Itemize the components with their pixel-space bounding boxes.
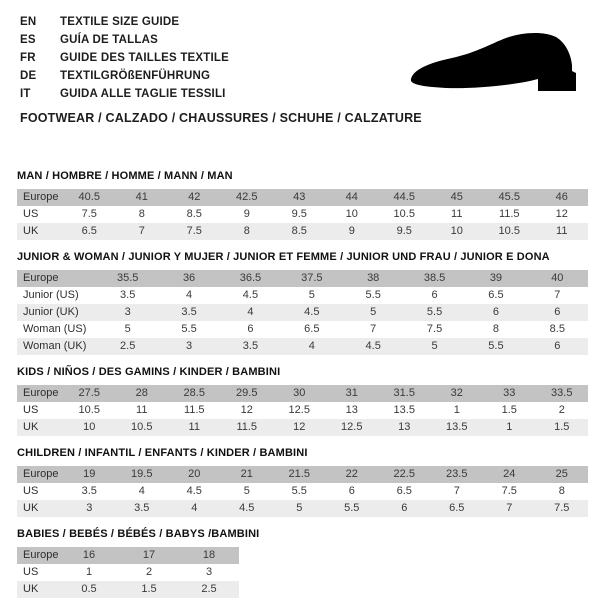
size-cell: 10.5 bbox=[498, 225, 520, 237]
size-cell: 8 bbox=[138, 208, 145, 220]
size-cell: 1 bbox=[506, 421, 513, 433]
size-cell: 40 bbox=[551, 272, 564, 284]
size-cell: 9.5 bbox=[396, 225, 412, 237]
size-tables bbox=[17, 170, 588, 598]
table-row bbox=[17, 547, 239, 564]
size-cell: 5 bbox=[308, 289, 315, 301]
size-cell: 7.5 bbox=[554, 502, 570, 514]
table-row bbox=[17, 500, 588, 517]
size-cell: 7 bbox=[554, 289, 561, 301]
size-cell: 18 bbox=[202, 549, 216, 561]
table-row bbox=[17, 223, 588, 240]
size-table bbox=[17, 189, 588, 240]
language-label: TEXTILE SIZE GUIDE bbox=[60, 16, 180, 28]
size-cell: 8.5 bbox=[291, 225, 307, 237]
table-row bbox=[17, 385, 588, 402]
size-cell: 4 bbox=[191, 502, 198, 514]
size-cell: 10.5 bbox=[131, 421, 153, 433]
size-cell: 28.5 bbox=[183, 387, 205, 399]
size-table bbox=[17, 385, 588, 436]
size-cell: 2.5 bbox=[201, 583, 217, 595]
size-cell: 3.5 bbox=[134, 502, 150, 514]
size-cell: 1.5 bbox=[501, 404, 517, 416]
size-cell: 6 bbox=[247, 323, 254, 335]
section-title: BABIES / BEBÉS / BÉBÉS / BABYS /BAMBINI bbox=[17, 528, 260, 540]
size-cell: 6.5 bbox=[488, 289, 504, 301]
size-cell: 4.5 bbox=[186, 485, 202, 497]
size-cell: 11.5 bbox=[183, 404, 205, 416]
size-cell: 5.5 bbox=[426, 306, 443, 318]
size-cell: 5 bbox=[370, 306, 377, 318]
size-cell: 3.5 bbox=[81, 485, 97, 497]
table-row bbox=[17, 270, 588, 287]
size-cell: 4.5 bbox=[242, 289, 259, 301]
table-row bbox=[17, 321, 588, 338]
size-cell: 13.5 bbox=[393, 404, 415, 416]
size-cell: 7.5 bbox=[501, 485, 517, 497]
size-cell: 6 bbox=[431, 289, 438, 301]
size-cell: 33.5 bbox=[551, 387, 573, 399]
size-cell: 41 bbox=[135, 191, 148, 203]
size-cell: 42.5 bbox=[236, 191, 258, 203]
size-cell: 12 bbox=[293, 421, 306, 433]
row-label-cell: Junior (US) bbox=[23, 289, 79, 301]
size-cell: 6.5 bbox=[449, 502, 465, 514]
row-label-cell: UK bbox=[23, 225, 39, 237]
size-cell: 11 bbox=[188, 421, 200, 433]
size-table bbox=[17, 466, 588, 517]
size-cell: 9.5 bbox=[291, 208, 307, 220]
size-cell: 21 bbox=[240, 468, 253, 480]
size-cell: 5.5 bbox=[344, 502, 360, 514]
size-cell: 5.5 bbox=[488, 340, 504, 352]
size-cell: 20 bbox=[188, 468, 201, 480]
table-row bbox=[17, 564, 239, 581]
size-cell: 5 bbox=[296, 502, 303, 514]
size-cell: 6.5 bbox=[396, 485, 412, 497]
row-label-cell: UK bbox=[23, 583, 39, 595]
size-cell: 10.5 bbox=[78, 404, 100, 416]
size-cell: 38 bbox=[367, 272, 380, 284]
size-cell: 9 bbox=[243, 208, 250, 220]
section-title: JUNIOR & WOMAN / JUNIOR Y MUJER / JUNIOR ET FEMME / JUNIOR UND FRAU / JUNIOR E DONA bbox=[17, 251, 550, 263]
size-cell: 5.5 bbox=[181, 323, 197, 335]
size-cell: 4 bbox=[138, 485, 145, 497]
size-cell: 44.5 bbox=[393, 191, 415, 203]
size-cell: 35.5 bbox=[116, 272, 139, 284]
size-cell: 31.5 bbox=[393, 387, 415, 399]
size-section bbox=[17, 447, 588, 517]
size-cell: 4.5 bbox=[239, 502, 255, 514]
table-row bbox=[17, 189, 588, 206]
size-table bbox=[17, 270, 588, 355]
row-label-cell: Europe bbox=[23, 191, 59, 203]
language-code: IT bbox=[20, 88, 31, 100]
row-label-cell: US bbox=[23, 404, 39, 416]
size-cell: 13.5 bbox=[446, 421, 468, 433]
size-cell: 5 bbox=[431, 340, 438, 352]
row-label-cell: Junior (UK) bbox=[23, 306, 79, 318]
size-cell: 3.5 bbox=[242, 340, 259, 352]
size-cell: 11.5 bbox=[498, 208, 520, 220]
size-cell: 37.5 bbox=[301, 272, 323, 284]
size-cell: 11 bbox=[556, 225, 568, 237]
size-cell: 11 bbox=[136, 404, 148, 416]
size-section bbox=[17, 528, 588, 598]
size-section bbox=[17, 251, 588, 355]
dress-shoe-icon bbox=[404, 29, 586, 97]
size-cell: 19.5 bbox=[131, 468, 153, 480]
size-cell: 2 bbox=[145, 566, 153, 578]
size-cell: 1.5 bbox=[141, 583, 157, 595]
size-cell: 13 bbox=[398, 421, 411, 433]
size-cell: 7.5 bbox=[81, 208, 97, 220]
row-label-cell: Woman (US) bbox=[23, 323, 87, 335]
size-cell: 7.5 bbox=[426, 323, 443, 335]
size-cell: 6 bbox=[401, 502, 408, 514]
size-cell: 8.5 bbox=[186, 208, 202, 220]
row-label-cell: Europe bbox=[23, 549, 59, 561]
size-cell: 22 bbox=[345, 468, 358, 480]
size-cell: 6 bbox=[492, 306, 499, 318]
size-cell: 16 bbox=[82, 549, 96, 561]
size-cell: 7 bbox=[138, 225, 145, 237]
language-label: TEXTILGRÖßENFÜHRUNG bbox=[60, 70, 211, 82]
table-row bbox=[17, 581, 239, 598]
table-row bbox=[17, 419, 588, 436]
size-cell: 1 bbox=[85, 566, 93, 578]
size-section bbox=[17, 366, 588, 436]
size-cell: 7.5 bbox=[186, 225, 202, 237]
size-cell: 2.5 bbox=[120, 340, 136, 352]
language-label: GUIDE DES TAILLES TEXTILE bbox=[60, 52, 229, 64]
size-cell: 38.5 bbox=[423, 272, 446, 284]
size-cell: 12.5 bbox=[341, 421, 363, 433]
size-cell: 8 bbox=[558, 485, 565, 497]
size-cell: 8 bbox=[243, 225, 250, 237]
size-cell: 10 bbox=[83, 421, 96, 433]
size-cell: 6 bbox=[348, 485, 355, 497]
section-title: MAN / HOMBRE / HOMME / MANN / MAN bbox=[17, 170, 233, 182]
row-label-cell: Europe bbox=[23, 272, 59, 284]
size-cell: 0.5 bbox=[81, 583, 97, 595]
section-title: KIDS / NIÑOS / DES GAMINS / KINDER / BAMBINI bbox=[17, 366, 281, 378]
section-title: CHILDREN / INFANTIL / ENFANTS / KINDER / BAMBINI bbox=[17, 447, 308, 459]
size-cell: 10.5 bbox=[393, 208, 415, 220]
size-cell: 8 bbox=[492, 323, 499, 335]
size-cell: 8.5 bbox=[549, 323, 565, 335]
size-cell: 17 bbox=[142, 549, 156, 561]
size-cell: 36.5 bbox=[239, 272, 262, 284]
size-cell: 4 bbox=[186, 289, 193, 301]
language-code: ES bbox=[20, 34, 36, 46]
size-cell: 7 bbox=[370, 323, 377, 335]
size-cell: 33 bbox=[503, 387, 516, 399]
size-cell: 31 bbox=[345, 387, 358, 399]
size-cell: 30 bbox=[293, 387, 306, 399]
size-section bbox=[17, 170, 588, 240]
size-cell: 10 bbox=[345, 208, 358, 220]
size-cell: 2 bbox=[558, 404, 565, 416]
size-cell: 29.5 bbox=[236, 387, 258, 399]
row-label-cell: US bbox=[23, 208, 39, 220]
size-cell: 7 bbox=[453, 485, 460, 497]
size-cell: 45 bbox=[450, 191, 463, 203]
table-row bbox=[17, 206, 588, 223]
language-label: GUIDA ALLE TAGLIE TESSILI bbox=[60, 88, 226, 100]
size-cell: 3 bbox=[186, 340, 193, 352]
row-label-cell: Europe bbox=[23, 387, 59, 399]
size-cell: 5.5 bbox=[365, 289, 381, 301]
table-row bbox=[17, 338, 588, 355]
size-cell: 4.5 bbox=[304, 306, 320, 318]
size-cell: 3 bbox=[205, 566, 213, 578]
size-cell: 3 bbox=[86, 502, 93, 514]
size-cell: 32 bbox=[450, 387, 463, 399]
size-cell: 43 bbox=[293, 191, 306, 203]
size-cell: 46 bbox=[555, 191, 568, 203]
size-cell: 5 bbox=[243, 485, 250, 497]
size-cell: 40.5 bbox=[78, 191, 100, 203]
size-cell: 12 bbox=[555, 208, 568, 220]
size-cell: 7 bbox=[506, 502, 513, 514]
size-cell: 3 bbox=[124, 306, 131, 318]
size-cell: 5.5 bbox=[291, 485, 307, 497]
table-row bbox=[17, 483, 588, 500]
size-cell: 4.5 bbox=[365, 340, 381, 352]
size-cell: 6.5 bbox=[304, 323, 320, 335]
row-label-cell: Europe bbox=[23, 468, 59, 480]
size-cell: 1.5 bbox=[554, 421, 570, 433]
size-table bbox=[17, 547, 239, 598]
row-label-cell: Woman (UK) bbox=[23, 340, 87, 352]
size-cell: 4 bbox=[247, 306, 254, 318]
language-code: FR bbox=[20, 52, 36, 64]
size-cell: 24 bbox=[503, 468, 516, 480]
size-cell: 21.5 bbox=[288, 468, 310, 480]
category-title: FOOTWEAR / CALZADO / CHAUSSURES / SCHUHE / CALZATURE bbox=[20, 111, 422, 125]
row-label-cell: US bbox=[23, 485, 39, 497]
size-cell: 12.5 bbox=[288, 404, 310, 416]
size-cell: 23.5 bbox=[446, 468, 468, 480]
size-cell: 42 bbox=[188, 191, 201, 203]
size-cell: 12 bbox=[240, 404, 253, 416]
size-cell: 11.5 bbox=[236, 421, 258, 433]
size-cell: 5 bbox=[124, 323, 131, 335]
size-cell: 1 bbox=[453, 404, 460, 416]
table-row bbox=[17, 466, 588, 483]
size-cell: 13 bbox=[345, 404, 358, 416]
size-cell: 6 bbox=[554, 340, 561, 352]
row-label-cell: UK bbox=[23, 421, 39, 433]
size-cell: 39 bbox=[489, 272, 503, 284]
size-cell: 27.5 bbox=[78, 387, 100, 399]
table-row bbox=[17, 304, 588, 321]
row-label-cell: UK bbox=[23, 502, 39, 514]
size-cell: 6.5 bbox=[81, 225, 97, 237]
size-cell: 28 bbox=[135, 387, 148, 399]
row-label-cell: US bbox=[23, 566, 39, 578]
size-cell: 36 bbox=[182, 272, 196, 284]
size-cell: 4 bbox=[308, 340, 315, 352]
size-cell: 11 bbox=[451, 208, 463, 220]
size-cell: 22.5 bbox=[393, 468, 415, 480]
size-cell: 3.5 bbox=[181, 306, 197, 318]
language-code: DE bbox=[20, 70, 37, 82]
size-cell: 25 bbox=[555, 468, 568, 480]
table-row bbox=[17, 287, 588, 304]
size-cell: 10 bbox=[450, 225, 463, 237]
size-cell: 44 bbox=[345, 191, 358, 203]
language-label: GUÍA DE TALLAS bbox=[60, 34, 158, 46]
language-code: EN bbox=[20, 16, 37, 28]
size-cell: 45.5 bbox=[498, 191, 520, 203]
size-cell: 3.5 bbox=[120, 289, 136, 301]
size-cell: 19 bbox=[83, 468, 96, 480]
size-cell: 6 bbox=[554, 306, 561, 318]
size-cell: 9 bbox=[348, 225, 355, 237]
table-row bbox=[17, 402, 588, 419]
